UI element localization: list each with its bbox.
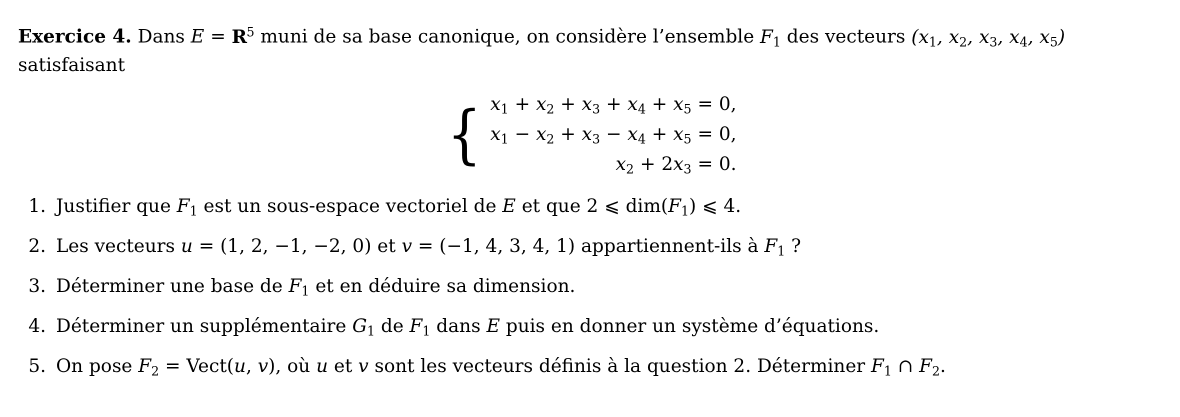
question-text: Déterminer une base de $F_1$ et en déduire sa dimension.	[56, 276, 576, 299]
equals-sign-1: =	[210, 26, 226, 48]
statement-text-3: des vecteurs	[786, 26, 906, 48]
question-number: 2.	[28, 235, 46, 257]
statement-text-4: satisfaisant	[18, 55, 126, 77]
question-number: 1.	[28, 195, 46, 217]
question-number: 4.	[28, 316, 46, 338]
set-f1: $F_1$	[760, 26, 781, 50]
equation-1: $x_1 + x_2 + x_3 + x_4 + x_5 = 0$,	[490, 93, 737, 117]
left-brace: {	[446, 98, 482, 173]
list-item	[18, 314, 1162, 340]
brace-wrap	[444, 90, 737, 180]
space-exponent: 5	[246, 24, 255, 39]
vector-tuple: ($x_1$, $x_2$, $x_3$, $x_4$, $x_5$)	[911, 26, 1066, 50]
question-number: 5.	[28, 356, 46, 378]
question-number: 3.	[28, 276, 46, 298]
question-text: Les vecteurs u = (1, 2, −1, −2, 0) et v = (−1, 4, 3, 4, 1) appartiennent-ils à $F_1$ ?	[56, 235, 804, 259]
equation-3: $x_2 + 2x_3 = 0$.	[615, 153, 737, 177]
list-item	[18, 194, 1162, 220]
exercise-statement	[18, 22, 1162, 81]
question-text: Justifier que $F_1$ est un sous-espace vectoriel de E et que 2 ⩽ $dim(F_1)$ ⩽ 4.	[56, 195, 742, 219]
space-symbol: E	[190, 26, 205, 48]
list-item	[18, 274, 1162, 300]
exercise-title: Exercice 4.	[18, 26, 132, 48]
question-text: Déterminer un supplémentaire $G_1$ de $F_1$ dans E puis en donner un système d’équations.	[56, 316, 880, 339]
real-space: $R^5$	[231, 24, 255, 48]
equation-2: $x_1 - x_2 + x_3 - x_4 + x_5 = 0$,	[490, 123, 737, 147]
list-item	[18, 354, 1162, 380]
question-text: On pose $F_2$ = Vect(u, v), où u et v sont les vecteurs définis à la question 2. Déterminer $F_1$ ∩ $F_2$.	[56, 356, 946, 379]
statement-text-2: muni de sa base canonique, on considère l’ensemble	[260, 26, 755, 48]
equation-lines	[490, 90, 736, 180]
question-list	[18, 194, 1162, 381]
equation-system	[18, 90, 1162, 180]
list-item	[18, 234, 1162, 260]
statement-text-1: Dans	[137, 26, 185, 48]
